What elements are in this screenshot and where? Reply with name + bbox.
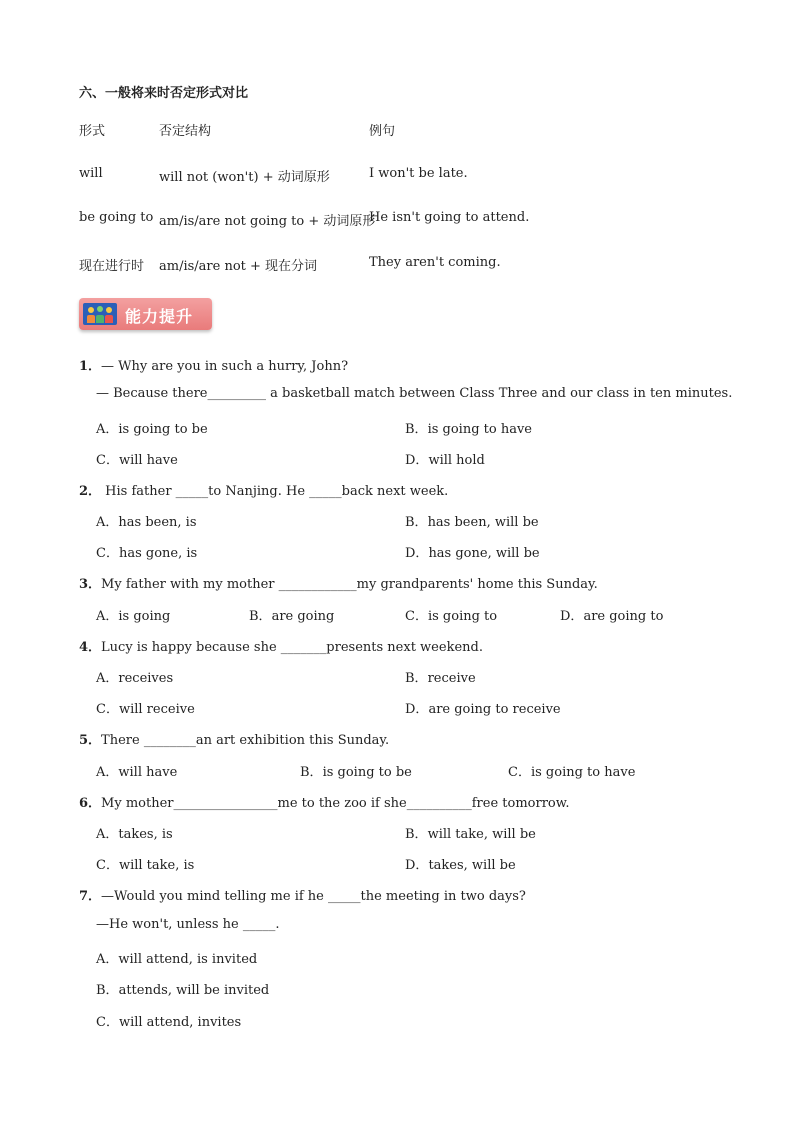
option-letter: D．: [405, 453, 429, 468]
question-number: 2．: [79, 484, 102, 499]
table-cell: will: [79, 166, 103, 181]
option[interactable]: [405, 511, 539, 530]
question-2: [79, 480, 448, 499]
option-text: is going to have: [530, 765, 636, 780]
option-letter: C．: [405, 609, 428, 624]
question-number: 3．: [79, 577, 102, 592]
question-text: —He won't, unless he _____.: [96, 917, 280, 932]
option-letter: A．: [96, 609, 119, 624]
option[interactable]: [300, 761, 412, 780]
option[interactable]: [405, 605, 497, 624]
table-header-example: 例句: [369, 124, 396, 139]
table-cell: 现在进行时: [79, 259, 145, 274]
option[interactable]: [96, 854, 194, 873]
question-text: My mother________________me to the zoo if she__________free tomorrow.: [101, 796, 570, 811]
group-people-icon: [83, 303, 117, 325]
option-letter: B．: [405, 671, 428, 686]
option-letter: D．: [560, 609, 584, 624]
option-text: attends, will be invited: [118, 983, 270, 998]
option[interactable]: [96, 948, 257, 967]
option-letter: A．: [96, 422, 119, 437]
option[interactable]: [96, 511, 197, 530]
table-cell: He isn't going to attend.: [369, 210, 530, 225]
question-text: — Because there_________ a basketball match between Class Three and our class in ten minutes.: [96, 386, 733, 401]
section-title: 六、一般将来时否定形式对比: [79, 86, 249, 101]
option-letter: D．: [405, 858, 429, 873]
option-letter: C．: [508, 765, 531, 780]
table-header-form: 形式: [79, 124, 106, 139]
question-7: [79, 885, 526, 904]
option-text: are going: [271, 609, 335, 624]
option[interactable]: [405, 449, 485, 468]
option-letter: D．: [405, 546, 429, 561]
option-text: will attend, is invited: [118, 952, 258, 967]
option-text: takes, is: [118, 827, 173, 842]
option-text: are going to receive: [428, 702, 561, 717]
question-text: There ________an art exhibition this Sunday.: [101, 733, 390, 748]
question-number: 6．: [79, 796, 102, 811]
table-cell: I won't be late.: [369, 166, 468, 181]
option-text: will take, will be: [427, 827, 536, 842]
option-text: is going to be: [322, 765, 412, 780]
option-text: receive: [427, 671, 476, 686]
option-letter: A．: [96, 515, 119, 530]
table-header-structure: 否定结构: [159, 124, 212, 139]
question-text: Lucy is happy because she _______presents next weekend.: [101, 640, 483, 655]
option[interactable]: [405, 854, 516, 873]
option-letter: B．: [300, 765, 323, 780]
option[interactable]: [96, 449, 178, 468]
question-text: —Would you mind telling me if he _____the meeting in two days?: [101, 889, 526, 904]
option-text: receives: [118, 671, 174, 686]
option[interactable]: [96, 761, 177, 780]
option-letter: C．: [96, 1015, 119, 1030]
question-number: 5．: [79, 733, 102, 748]
option-text: will have: [118, 765, 178, 780]
question-5: [79, 729, 389, 748]
option-text: will have: [118, 453, 178, 468]
option[interactable]: [96, 698, 195, 717]
option-letter: A．: [96, 952, 119, 967]
option-text: is going to: [427, 609, 498, 624]
question-number: 1．: [79, 359, 102, 374]
question-3: [79, 573, 598, 592]
option-letter: C．: [96, 702, 119, 717]
option-text: is going to have: [427, 422, 533, 437]
question-6: [79, 792, 569, 811]
option[interactable]: [96, 1011, 241, 1030]
option-text: will take, is: [118, 858, 195, 873]
question-number: 4．: [79, 640, 102, 655]
option-letter: A．: [96, 671, 119, 686]
question-text: His father _____to Nanjing. He _____back next week.: [101, 484, 449, 499]
option[interactable]: [96, 418, 208, 437]
table-cell: will not (won't) + 动词原形: [159, 170, 330, 185]
option-text: is going to be: [118, 422, 208, 437]
option-text: will attend, invites: [118, 1015, 242, 1030]
table-cell: They aren't coming.: [369, 255, 501, 270]
option-text: will receive: [118, 702, 195, 717]
table-cell: be going to: [79, 210, 154, 225]
option[interactable]: [96, 542, 197, 561]
question-1: [79, 355, 348, 374]
option-text: takes, will be: [428, 858, 516, 873]
option[interactable]: [96, 667, 173, 686]
option[interactable]: [405, 823, 536, 842]
option-letter: C．: [96, 858, 119, 873]
option-letter: B．: [405, 515, 428, 530]
option[interactable]: [96, 979, 269, 998]
option[interactable]: [560, 605, 663, 624]
badge-label: 能力提升: [125, 307, 194, 326]
option-letter: B．: [249, 609, 272, 624]
option-text: has gone, is: [118, 546, 198, 561]
question-number: 7．: [79, 889, 102, 904]
option[interactable]: [405, 698, 561, 717]
option-letter: A．: [96, 765, 119, 780]
table-cell: am/is/are not + 现在分词: [159, 259, 318, 274]
option-letter: B．: [405, 422, 428, 437]
option[interactable]: [405, 418, 532, 437]
question-text: — Why are you in such a hurry, John?: [101, 359, 349, 374]
option-text: has been, will be: [427, 515, 539, 530]
option-text: are going to: [583, 609, 664, 624]
option[interactable]: [249, 605, 334, 624]
option[interactable]: [508, 761, 635, 780]
option-letter: C．: [96, 453, 119, 468]
option-letter: C．: [96, 546, 119, 561]
option-letter: B．: [96, 983, 119, 998]
option-text: is going: [118, 609, 171, 624]
option[interactable]: [405, 542, 540, 561]
option-letter: B．: [405, 827, 428, 842]
question-4: [79, 636, 483, 655]
option-text: has been, is: [118, 515, 197, 530]
option[interactable]: [96, 823, 173, 842]
option-letter: A．: [96, 827, 119, 842]
option-letter: D．: [405, 702, 429, 717]
option-text: has gone, will be: [428, 546, 540, 561]
option-text: will hold: [428, 453, 485, 468]
table-cell: am/is/are not going to + 动词原形: [159, 214, 376, 229]
option[interactable]: [96, 605, 170, 624]
question-text: My father with my mother ____________my grandparents' home this Sunday.: [101, 577, 598, 592]
ability-badge: [79, 298, 212, 330]
option[interactable]: [405, 667, 476, 686]
